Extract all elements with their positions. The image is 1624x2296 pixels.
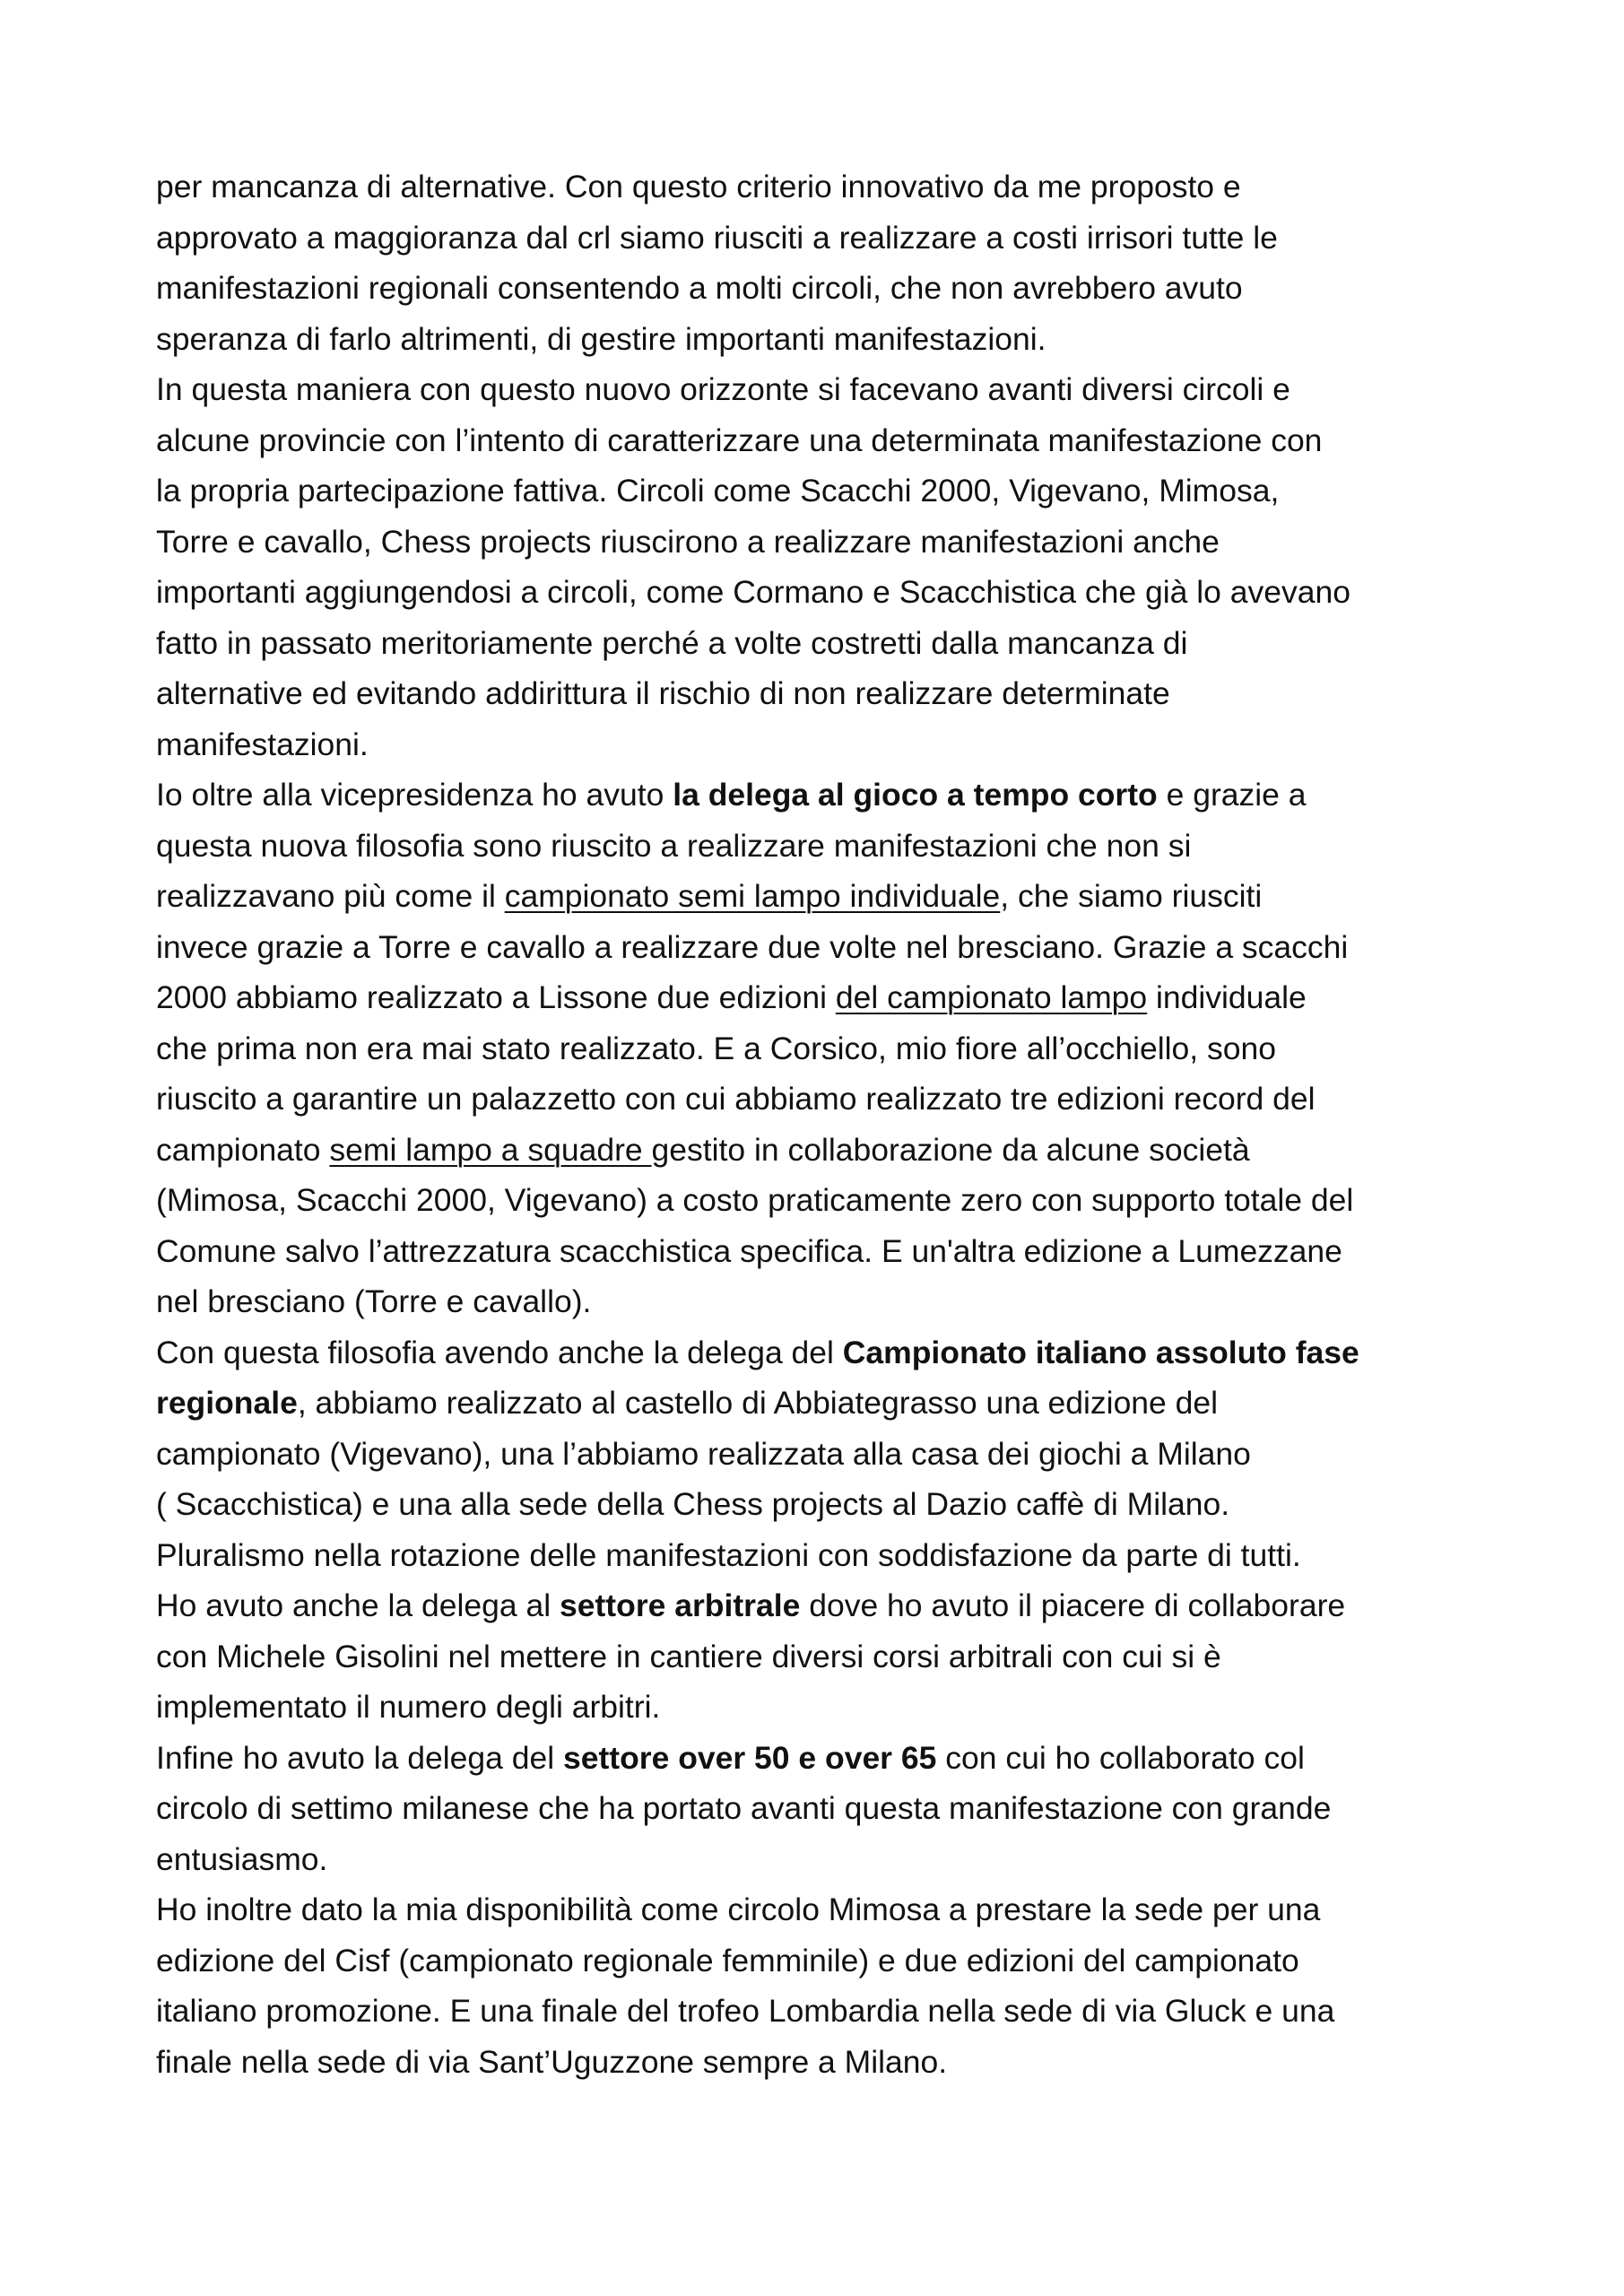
text-segment: Infine ho avuto la delega del <box>156 1739 563 1776</box>
text-segment: campionato (Vigevano), una l’abbiamo realizzata alla casa dei giochi a Milano <box>156 1435 1251 1472</box>
text-segment: Io oltre alla vicepresidenza ho avuto <box>156 777 673 813</box>
text-line <box>156 161 1492 213</box>
text-line <box>156 1378 1492 1429</box>
text-segment: fatto in passato meritoriamente perché a volte costretti dalla mancanza di <box>156 624 1188 661</box>
text-line <box>156 1884 1492 1935</box>
text-line <box>156 1631 1492 1683</box>
bold-text: settore over 50 e over 65 <box>562 1739 937 1776</box>
text-segment: finale nella sede di via Sant’Uguzzone sempre a Milano. <box>156 2043 948 2080</box>
bold-text: la delega al gioco a tempo corto <box>673 777 1158 813</box>
text-segment: circolo di settimo milanese che ha portato avanti questa manifestazione con grande <box>156 1790 1332 1826</box>
text-segment: edizione del Cisf (campionato regionale femminile) e due edizioni del campionato <box>156 1942 1299 1979</box>
text-segment: italiano promozione. E una finale del trofeo Lombardia nella sede di via Gluck e una <box>156 1993 1335 2029</box>
text-line <box>156 263 1492 314</box>
text-segment: campionato <box>156 1131 330 1168</box>
text-line <box>156 1733 1492 1784</box>
text-line <box>156 1986 1492 2037</box>
text-segment: con cui ho collaborato col <box>936 1739 1305 1776</box>
text-line <box>156 364 1492 415</box>
text-segment: per mancanza di alternative. Con questo criterio innovativo da me proposto e <box>156 169 1241 204</box>
text-line <box>156 567 1492 618</box>
text-segment: , che siamo riusciti <box>1000 878 1263 914</box>
text-segment: nel bresciano (Torre e cavallo). <box>156 1283 592 1319</box>
text-segment: manifestazioni regionali consentendo a molti circoli, che non avrebbero avuto <box>156 270 1243 306</box>
text-segment: implementato il numero degli arbitri. <box>156 1689 661 1725</box>
text-segment: dove ho avuto il piacere di collaborare <box>800 1587 1346 1623</box>
text-segment: con Michele Gisolini nel mettere in cantiere diversi corsi arbitrali con cui si è <box>156 1638 1221 1674</box>
text-segment: importanti aggiungendosi a circoli, come Cormano e Scacchistica che già lo avevano <box>156 574 1350 610</box>
bold-text: regionale <box>156 1385 298 1421</box>
text-line <box>156 1479 1492 1530</box>
text-segment: entusiasmo. <box>156 1840 328 1877</box>
text-segment: (Mimosa, Scacchi 2000, Vigevano) a costo praticamente zero con supporto totale del <box>156 1182 1354 1218</box>
text-line <box>156 1276 1492 1327</box>
text-segment: Torre e cavallo, Chess projects riuscirono a realizzare manifestazioni anche <box>156 523 1220 560</box>
underlined-text: campionato semi lampo individuale <box>504 878 1001 914</box>
text-line <box>156 1682 1492 1733</box>
text-segment: approvato a maggioranza dal crl siamo riusciti a realizzare a costi irrisori tutte le <box>156 219 1278 256</box>
text-line <box>156 1580 1492 1631</box>
text-line <box>156 1125 1492 1176</box>
text-line <box>156 1175 1492 1226</box>
text-line <box>156 1834 1492 1885</box>
text-segment: 2000 abbiamo realizzato a Lissone due edizioni <box>156 979 836 1015</box>
text-segment: In questa maniera con questo nuovo orizzonte si facevano avanti diversi circoli e <box>156 371 1290 407</box>
document-page <box>156 161 1492 2087</box>
text-segment: e grazie a <box>1157 777 1307 813</box>
bold-text: Campionato italiano assoluto fase <box>842 1334 1359 1370</box>
text-segment: riuscito a garantire un palazzetto con cui abbiamo realizzato tre edizioni record del <box>156 1081 1316 1117</box>
text-line <box>156 1429 1492 1480</box>
text-line <box>156 1530 1492 1581</box>
text-segment: Pluralismo nella rotazione delle manifestazioni con soddisfazione da parte di tutti. <box>156 1536 1301 1573</box>
text-line <box>156 2037 1492 2088</box>
text-line <box>156 465 1492 517</box>
text-line <box>156 1023 1492 1074</box>
text-segment: gestito in collaborazione da alcune società <box>651 1131 1250 1168</box>
text-line <box>156 517 1492 568</box>
text-segment: la propria partecipazione fattiva. Circoli come Scacchi 2000, Vigevano, Mimosa, <box>156 473 1280 509</box>
text-line <box>156 871 1492 922</box>
underlined-text: del campionato lampo <box>835 979 1148 1015</box>
text-segment: Comune salvo l’attrezzatura scacchistica specifica. E un'altra edizione a Lumezzane <box>156 1232 1342 1269</box>
text-segment: ( Scacchistica) e una alla sede della Chess projects al Dazio caffè di Milano. <box>156 1486 1230 1522</box>
text-segment: Ho avuto anche la delega al <box>156 1587 560 1623</box>
text-line <box>156 1935 1492 1987</box>
text-line <box>156 821 1492 872</box>
text-line <box>156 1226 1492 1277</box>
text-line <box>156 668 1492 719</box>
text-line <box>156 314 1492 365</box>
text-segment: Con questa filosofia avendo anche la delega del <box>156 1334 843 1370</box>
text-line <box>156 1074 1492 1125</box>
text-segment: individuale <box>1147 979 1307 1015</box>
text-line <box>156 922 1492 973</box>
text-segment: speranza di farlo altrimenti, di gestire importanti manifestazioni. <box>156 320 1046 357</box>
text-segment: realizzavano più come il <box>156 878 505 914</box>
text-segment: , abbiamo realizzato al castello di Abbiategrasso una edizione del <box>297 1385 1219 1421</box>
bold-text: settore arbitrale <box>560 1587 801 1623</box>
text-line <box>156 1783 1492 1834</box>
text-segment: questa nuova filosofia sono riuscito a realizzare manifestazioni che non si <box>156 827 1192 864</box>
text-segment: manifestazioni. <box>156 726 369 762</box>
text-segment: invece grazie a Torre e cavallo a realizzare due volte nel bresciano. Grazie a scacchi <box>156 928 1349 965</box>
text-line <box>156 770 1492 821</box>
text-line <box>156 213 1492 264</box>
text-segment: Ho inoltre dato la mia disponibilità come circolo Mimosa a prestare la sede per una <box>156 1892 1321 1927</box>
text-line <box>156 415 1492 466</box>
text-segment: che prima non era mai stato realizzato. E a Corsico, mio fiore all’occhiello, sono <box>156 1030 1276 1066</box>
text-segment: alternative ed evitando addirittura il rischio di non realizzare determinate <box>156 675 1170 711</box>
underlined-text: semi lampo a squadre <box>329 1131 652 1168</box>
text-line <box>156 1327 1492 1378</box>
text-line <box>156 618 1492 669</box>
text-line <box>156 719 1492 770</box>
text-segment: alcune provincie con l’intento di caratterizzare una determinata manifestazione con <box>156 422 1323 458</box>
text-line <box>156 972 1492 1023</box>
